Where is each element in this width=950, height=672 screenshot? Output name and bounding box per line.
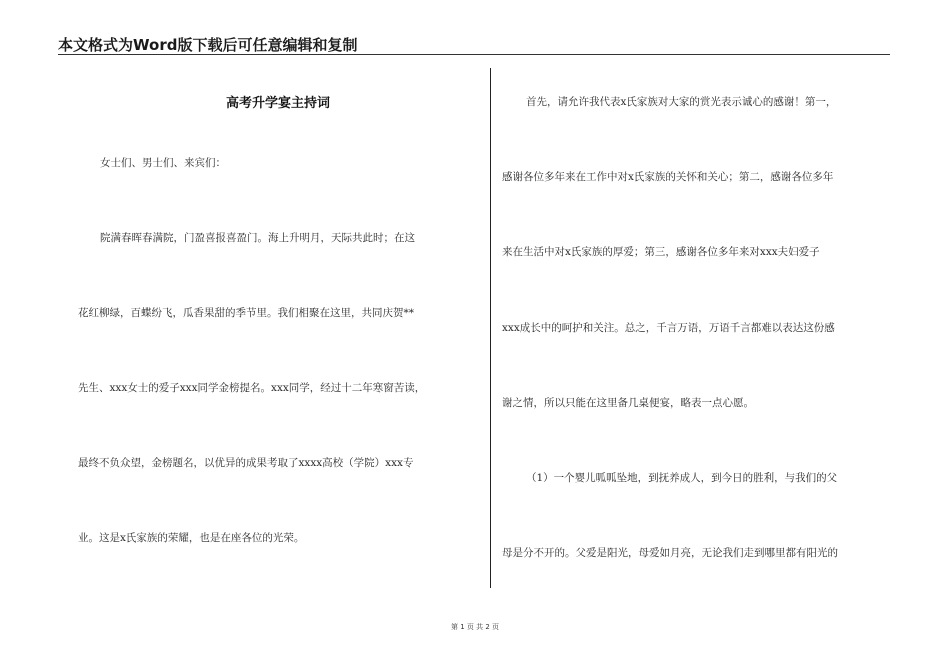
left-paragraph-line: 业。这是x氏家族的荣耀，也是在座各位的光荣。 (78, 532, 305, 544)
column-divider (490, 68, 491, 588)
left-paragraph-line: 女士们、男士们、来宾们： (100, 157, 226, 169)
left-paragraph-line: 最终不负众望，金榜题名，以优异的成果考取了xxxx高校（学院）xxx专 (78, 457, 414, 469)
page-indicator: 第 1 页 共 2 页 (450, 623, 500, 631)
right-paragraph-line: xxx成长中的呵护和关注。总之，千言万语，万语千言都难以表达这份感 (502, 322, 835, 334)
right-paragraph-line: 谢之情，所以只能在这里备几桌便宴，略表一点心愿。 (502, 397, 754, 409)
left-paragraph-line: 花红柳绿，百蝶纷飞，瓜香果甜的季节里。我们相聚在这里，共同庆贺** (78, 307, 414, 319)
right-paragraph-line: 母是分不开的。父爱是阳光，母爱如月亮，无论我们走到哪里都有阳光的 (502, 547, 838, 559)
right-paragraph-line: （1）一个婴儿呱呱坠地，到抚养成人，到今日的胜利，与我们的父 (526, 472, 838, 484)
left-paragraph-line: 先生、xxx女士的爱子xxx同学金榜提名。xxx同学，经过十二年寒窗苦读， (78, 382, 426, 394)
document-title: 高考升学宴主持词 (225, 96, 330, 111)
right-paragraph-line: 来在生活中对x氏家族的厚爱；第三，感谢各位多年来对xxx夫妇爱子 (502, 246, 820, 258)
right-paragraph-line: 首先，请允许我代表x氏家族对大家的赏光表示诚心的感谢！第一， (526, 96, 837, 108)
download-banner-text: 本文格式为Word版下载后可任意编辑和复制 (58, 36, 358, 54)
left-paragraph-line: 院满春晖春满院，门盈喜报喜盈门。海上升明月，天际共此时；在这 (100, 232, 415, 244)
right-paragraph-line: 感谢各位多年来在工作中对x氏家族的关怀和关心；第二，感谢各位多年 (502, 171, 834, 183)
banner-divider (58, 54, 890, 55)
